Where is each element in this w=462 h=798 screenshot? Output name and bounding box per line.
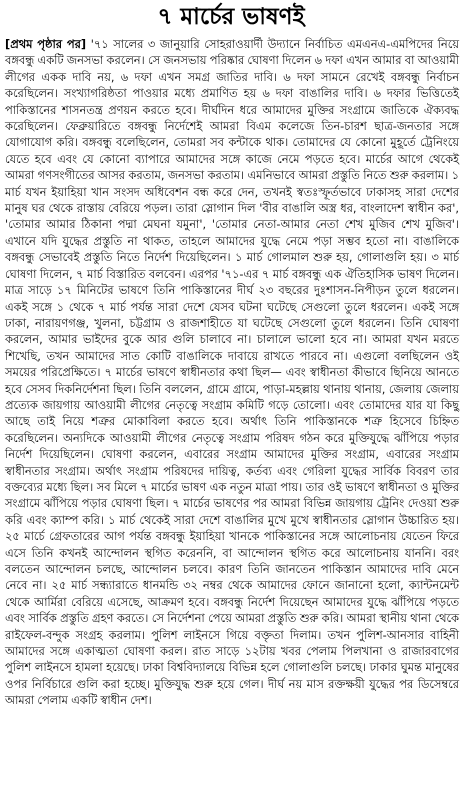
article-body-text: '৭১ সালের ৩ জানুয়ারি সোহরাওয়ার্দী উদ্যানে নির্বাচিত এমএনএ-এমপিদের নিয়ে বঙ্গবন্ধু একটি জনসভা করলেন। সে জনসভায় পরিষ্কার ঘোষণা দিলেন ৬ দফা এখন আমার বা আওয়ামী লীগের একক দাবি নয়, ৬ দফা এখন সমগ্র জাতির দাবি। ৬ দফা সামনে রেখেই বঙ্গবন্ধু নির্বাচন করেছিলেন। সংখ্যাগরিষ্ঠতা পাওয়ার মধ্যে প্রমাণিত হয় ৬ দফা বাঙালির দাবি। ৬ দফার ভিত্তিতেই পাকিস্তানের শাসনতন্ত্র প্রণয়ন করতে হবে। দীর্ঘদিন ধরে আমাদের মুক্তির সংগ্রামে জাতিকে ঐক্যবদ্ধ করেছিলেন। ফেব্রুয়ারিতে বঙ্গবন্ধু নির্দেশেই আমরা বিএম কলেজে তিন-চারশ ছাত্র-জনতার সঙ্গে যোগাযোগ করি। বঙ্গবন্ধু বলেছিলেন, তোমরা সব কন্টাকে থাক। তোমাদের যে কোনো মুহূর্তে ট্রেনিংয়ে যেতে হবে এবং যে কোনো ব্যাপারে আমাদের সঙ্গে কাজে নেমে পড়তে হবে। মার্চের আগে থেকেই আমরা গণসংগীতের আসর করতাম, জনসভা করতাম। এমনিভাবে আমরা প্রস্তুতি নিতে শুরু করলাম। ১ মার্চ যখন ইয়াহিয়া খান সংসদ অধিবেশন বন্ধ করে দেন, তখনই স্বতঃস্ফূর্তভাবে ঢাকাসহ সারা দেশের মানুষ ঘর থেকে রাস্তায় বেরিয়ে পড়ল। তারা স্লোগান দিল 'বীর বাঙালি অস্ত্র ধর, বাংলাদেশ স্বাধীন কর', 'তোমার আমার ঠিকানা পদ্মা মেঘনা যমুনা', 'তোমার নেতা-আমার নেতা শেখ মুজিব শেখ মুজিব'। এখানে যদি যুদ্ধের প্রস্তুতি না থাকত, তাহলে আমাদের যুদ্ধে নেমে পড়া সম্ভব হতো না। বাঙালিকে বঙ্গবন্ধু সেভাবেই প্রস্তুতি নিতে নির্দেশ দিয়েছিলেন। ১ মার্চ গোলমাল শুরু হয়, গোলাগুলি হয়। ৩ মার্চ ঘোষণা দিলেন, ৭ মার্চ বিস্তারিত বলবেন। এরপর '৭১-এর ৭ মার্চ বঙ্গবন্ধু এক ঐতিহাসিক ভাষণ দিলেন। মাত্র সাড়ে ১৭ মিনিটের ভাষণে তিনি পাকিস্তানের দীর্ঘ ২৩ বছরের দুঃশাসন-নিপীড়ন তুলে ধরলেন। একই সঙ্গে ১ থেকে ৭ মার্চ পর্যন্ত সারা দেশে যেসব ঘটনা ঘটেছে সেগুলো তুলে ধরলেন। একই সঙ্গে ঢাকা, নারায়ণগঞ্জ, খুলনা, চট্টগ্রাম ও রাজশাহীতে যা ঘটেছে সেগুলো তুলে ধরলেন। তিনি ঘোষণা করলেন, আমার ভাইদের বুকে আর গুলি চালাবে না। চালালে ভালো হবে না। আমরা যখন মরতে শিখেছি, তখন আমাদের সাত কোটি বাঙালিকে দাবায়ে রাখতে পারবে না। এগুলো বলছিলেন ওই সময়ের পরিপ্রেক্ষিতে। ৭ মার্চের ভাষণে স্বাধীনতার কথা ছিল— এবং স্বাধীনতা কীভাবে ছিনিয়ে আনতে হবে সেসব দিকনির্দেশনা ছিল। তিনি বললেন, গ্রামে গ্রামে, পাড়া-মহল্লায় থানায় থানায়, জেলায় জেলায় প্রত্যেক জায়গায় আওয়ামী লীগের নেতৃত্বে সংগ্রাম কমিটি গড়ে তোলো। এবং তোমাদের যার যা কিছু আছে তাই নিয়ে শত্রুর মোকাবিলা করতে হবে। অর্থাৎ তিনি পাকিস্তানকে শত্রু হিসেবে চিহ্নিত করেছিলেন। অন্যদিকে আওয়ামী লীগের নেতৃত্বে সংগ্রাম পরিষদ গঠন করে মুক্তিযুদ্ধে ঝাঁপিয়ে পড়ার নির্দেশ দিয়েছিলেন। ঘোষণা করলেন, এবারের সংগ্রাম আমাদের মুক্তির সংগ্রাম, এবারের সংগ্রাম স্বাধীনতার সংগ্রাম। অর্থাৎ সংগ্রাম পরিষদের দায়িত্ব, কর্তব্য এবং গেরিলা যুদ্ধের সার্বিক বিবরণ তার বক্তব্যের মধ্যে ছিল। সব মিলে ৭ মার্চের ভাষণ এক নতুন মাত্রা পায়। তার ওই ভাষণে স্বাধীনতা ও মুক্তির সংগ্রামে ঝাঁপিয়ে পড়ার ঘোষণা ছিল। ৭ মার্চের ভাষণের পর আমরা বিভিন্ন জায়গায় ট্রেনিং দেওয়া শুরু করি এবং ক্যাম্প করি। ১ মার্চ থেকেই সারা দেশে বাঙালির মুখে মুখে স্বাধীনতার স্লোগান উচ্চারিত হয়। ২৫ মার্চে গ্রেফতারের আগ পর্যন্ত বঙ্গবন্ধু ইয়াহিয়া খানকে পাকিস্তানের সঙ্গে আলোচনায় যেতেন ফিরে এসে তিনি কখনই আন্দোলন স্থগিত করেননি, বা আন্দোলন স্থগিত করে আলোচনায় যাননি। বরং বলতেন আন্দোলন চলছে, আন্দোলন চলবে। কারণ তিনি জানতেন পাকিস্তান আমাদের দাবি মেনে নেবে না। ২৫ মার্চ সন্ধ্যারাতে ধানমন্ডি ৩২ নম্বর থেকে আমাদের ফোনে জানানো হলো, ক্যান্টনমেন্ট থেকে আর্মিরা বেরিয়ে এসেছে, আক্রমণ হবে। বঙ্গবন্ধু নির্দেশ দিয়েছেন আমাদের যুদ্ধে ঝাঁপিয়ে পড়তে এবং সার্বিক প্রস্তুতি গ্রহণ করতে। সে নির্দেশনা পেয়ে আমরা প্রস্তুতি শুরু করি। আমরা স্থানীয় থানা থেকে রাইফেল-বন্দুক সংগ্রহ করলাম। পুলিশ লাইনসে গিয়ে বক্তৃতা দিলাম। তখন পুলিশ-আনসার বাহিনী আমাদের সঙ্গে একাত্মতা ঘোষণা করল। রাত সাড়ে ১২টায় খবর পেলাম পিলখানা ও রাজারবাগের পুলিশ লাইনসে হামলা হয়েছে। ঢাকা বিশ্ববিদ্যালয়ে বিভিন্ন হলে গোলাগুলি চলছে। ঢাকার ঘুমন্ত মানুষের ওপর নির্বিচারে গুলি করা হচ্ছে। মুক্তিযুদ্ধ শুরু হয়ে গেল। দীর্ঘ নয় মাস রক্তক্ষয়ী যুদ্ধের পর ডিসেম্বরে আমরা পেলাম একটি স্বাধীন দেশ। [5,37,459,708]
continuation-label: [প্রথম পৃষ্ঠার পর] [5,37,87,51]
article-body [0,36,462,709]
article-headline: ৭ মার্চের ভাষণই [157,3,305,30]
